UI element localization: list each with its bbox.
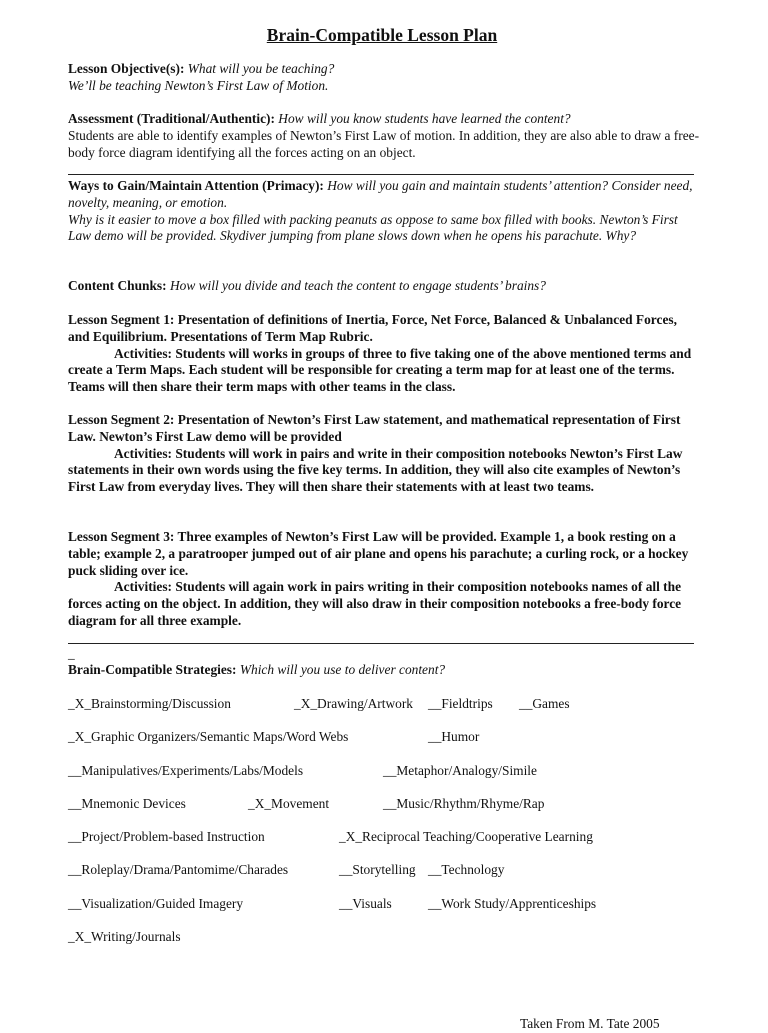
attention-answer: Why is it easier to move a box filled with packing peanuts as oppose to same box filled with books. Newton’s First Law demo will be provided. Skydiver jumping from plane slows down when he opens his parachute. Why? — [68, 211, 678, 244]
objective-label: Lesson Objective(s): — [68, 61, 185, 76]
segment-heading: Lesson Segment 2: Presentation of Newton’s First Law statement, and mathematical representation of First Law. Newton’s First Law demo will be provided — [68, 412, 681, 444]
chunks-label: Content Chunks: — [68, 278, 167, 293]
strategy-row-6 — [68, 862, 708, 880]
strategy-visualization: __Visualization/Guided Imagery — [68, 896, 244, 911]
strategy-metaphor: __Metaphor/Analogy/Simile — [383, 763, 537, 778]
page-title: Brain-Compatible Lesson Plan — [266, 25, 498, 45]
strategy-manipulatives: __Manipulatives/Experiments/Labs/Models — [68, 763, 304, 778]
assessment-prompt: How will you know students have learned the content? — [278, 111, 571, 126]
strategy-row-3 — [68, 763, 708, 781]
strategy-row-1 — [68, 696, 708, 714]
attention-section — [68, 178, 700, 245]
strategy-work-study: __Work Study/Apprenticeships — [428, 896, 597, 911]
segment-activities: Activities: Students will work in pairs and write in their composition notebooks Newton’s First Law statements in their own words using the five key terms. In addition, they will also cite examples of Newton’s First Law from everyday lives. They will then share their statements with at least two teams. — [68, 445, 683, 495]
lesson-plan-page — [68, 0, 700, 1031]
segment-activities: Activities: Students will works in groups of three to five taking one of the above mentioned terms and create a Term Maps. Each student will be responsible for creating a term map for at least one of the terms. Teams will then share their term maps with other teams in the class. — [68, 345, 692, 395]
strategy-writing: _X_Writing/Journals — [68, 929, 181, 944]
strategies-label: Brain-Compatible Strategies: — [68, 662, 237, 677]
strategy-games: __Games — [519, 696, 570, 711]
strategy-row-4 — [68, 796, 708, 814]
strategy-reciprocal-teaching: _X_Reciprocal Teaching/Cooperative Learning — [339, 829, 593, 844]
attention-prompt: How will you gain and maintain students’ attention? Consider need, novelty, meaning, or emotion. — [68, 178, 693, 210]
strategy-mnemonic: __Mnemonic Devices — [68, 796, 186, 811]
strategy-storytelling: __Storytelling — [339, 862, 416, 877]
strategy-drawing: _X_Drawing/Artwork — [294, 696, 414, 711]
stray-underscore: _ — [68, 646, 75, 661]
strategy-row-2 — [68, 729, 708, 747]
lesson-segment-1 — [68, 312, 700, 396]
assessment-section — [68, 111, 700, 161]
strategy-visuals: __Visuals — [339, 896, 392, 911]
footer-credit: Taken From M. Tate 2005 — [520, 1016, 660, 1031]
lesson-segment-2 — [68, 412, 700, 496]
chunks-section — [68, 278, 700, 295]
strategy-technology: __Technology — [428, 862, 505, 877]
segment-activities: Activities: Students will again work in pairs writing in their composition notebooks names of all the forces acting on the object. In addition, they will also draw in their composition notebooks a free-body force diagram for all three example. — [68, 579, 682, 628]
strategy-fieldtrips: __Fieldtrips — [428, 696, 493, 711]
strategy-row-7 — [68, 896, 708, 914]
strategy-graphic-organizers: _X_Graphic Organizers/Semantic Maps/Word Webs — [68, 729, 349, 744]
strategy-project: __Project/Problem-based Instruction — [68, 829, 265, 844]
strategy-roleplay: __Roleplay/Drama/Pantomime/Charades — [68, 862, 289, 877]
assessment-answer: Students are able to identify examples of Newton’s First Law of motion. In addition, they are also able to draw a free-body force diagram identifying all the forces acting on an object. — [68, 127, 700, 160]
strategy-movement: _X_Movement — [248, 796, 330, 811]
strategy-row-8 — [68, 929, 708, 947]
strategy-row-5 — [68, 829, 708, 847]
strategy-humor: __Humor — [428, 729, 480, 744]
segment-heading: Lesson Segment 1: Presentation of definitions of Inertia, Force, Net Force, Balanced & Unbalanced Forces, and Equilibrium. Presentations of Term Map Rubric. — [68, 312, 677, 344]
divider-bottom — [68, 643, 694, 644]
chunks-prompt: How will you divide and teach the content to engage students’ brains? — [169, 278, 546, 293]
divider-top — [68, 174, 694, 175]
assessment-label: Assessment (Traditional/Authentic): — [68, 111, 275, 126]
strategies-prompt: Which will you use to deliver content? — [239, 662, 446, 677]
attention-label: Ways to Gain/Maintain Attention (Primacy): — [68, 178, 324, 193]
segment-heading: Lesson Segment 3: Three examples of Newton’s First Law will be provided. Example 1, a book resting on a table; example 2, a paratrooper jumped out of air plane and opens his parachute; a curling rock, or a hockey puck sliding over ice. — [68, 529, 689, 578]
objective-answer: We’ll be teaching Newton’s First Law of Motion. — [68, 77, 329, 93]
strategy-brainstorming: _X_Brainstorming/Discussion — [68, 696, 231, 711]
objective-section — [68, 61, 700, 95]
lesson-segment-3 — [68, 529, 700, 630]
strategy-music: __Music/Rhythm/Rhyme/Rap — [383, 796, 545, 811]
strategies-heading — [68, 662, 700, 679]
objective-prompt: What will you be teaching? — [187, 61, 335, 76]
